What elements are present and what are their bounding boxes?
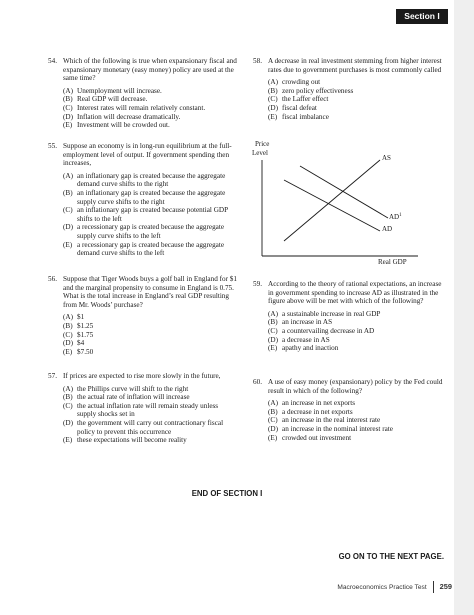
ad1-curve [300,166,388,218]
question-number: 54. [48,57,57,65]
ad-as-figure [248,138,444,266]
answer-choices [253,310,443,353]
question-stem [253,378,443,395]
y-axis-label: Price [255,140,270,148]
page-footer [337,581,452,593]
answer-choices [253,78,443,121]
x-axis-label: Real GDP [378,258,407,266]
question-54 [48,57,238,130]
question-55 [48,142,238,258]
answer-choice[interactable]: (D) $4 [63,339,85,348]
answer-choice[interactable]: (D) fiscal defeat [268,103,317,112]
ad-curve [284,180,380,231]
answer-choices [48,172,238,258]
answer-choice[interactable]: (B) zero policy effectiveness [268,86,354,95]
answer-choice[interactable]: (D) Inflation will decrease dramatically. [63,112,181,121]
question-number: 57. [48,372,57,380]
question-text: A decrease in real investment stemming from higher interest rates due to government purchases is most commonly called [268,57,442,74]
answer-choice[interactable]: (D) a decrease in AS [268,335,330,344]
as-label: AS [382,154,391,162]
answer-choice[interactable]: (A) the Phillips curve will shift to the right [63,384,189,393]
answer-choice[interactable]: (D) a recessionary gap is created because the aggregate supply curve shifts to the left [63,223,225,240]
answer-choice[interactable]: (E) $7.50 [63,347,94,356]
answer-choice[interactable]: (B) an increase in AS [268,318,333,327]
question-stem [253,57,443,74]
footer-divider [433,581,434,593]
section-label: Section I [396,9,448,24]
answer-choice[interactable]: (A) crowding out [268,78,321,87]
question-60 [253,378,443,442]
answer-choice[interactable]: (C) the actual inflation rate will remain steady unless supply shocks set in [63,401,219,419]
question-stem [48,57,238,83]
answer-choice[interactable]: (A) $1 [63,313,85,322]
question-text: Suppose that Tiger Woods buys a golf ball in England for $1 and the marginal propensity to consume in England is 0.75. What is the total increase in England’s real GDP resulting from Mr. Woods’ purchase? [63,275,237,309]
answer-choices [253,399,443,442]
question-text: If prices are expected to rise more slowly in the future, [63,372,221,380]
answer-choice[interactable]: (B) Real GDP will decrease. [63,95,148,104]
next-page-notice: GO ON TO THE NEXT PAGE. [338,552,444,561]
answer-choice[interactable]: (E) crowded out investment [268,433,352,442]
answer-choice[interactable]: (C) the Laffer effect [268,95,329,104]
question-58 [253,57,443,121]
answer-choice[interactable]: (C) a countervailing decrease in AD [268,326,375,335]
answer-choice[interactable]: (E) a recessionary gap is created because the aggregate demand curve shifts to the left [63,240,225,258]
question-59 [253,280,443,353]
book-title: Macroeconomics Practice Test [337,583,427,591]
question-stem [48,275,238,309]
answer-choice[interactable]: (E) apathy and inaction [268,344,339,353]
answer-choice[interactable]: (C) $1.75 [63,330,94,339]
ad-label: AD [382,225,393,233]
answer-choice[interactable]: (E) these expectations will become reality [63,436,187,445]
answer-choice[interactable]: (D) the government will carry out contractionary fiscal policy to prevent this occurrence [63,418,224,436]
question-stem [253,280,443,306]
question-text: A use of easy money (expansionary) policy by the Fed could result in which of the following? [268,378,443,395]
answer-choice[interactable]: (B) $1.25 [63,321,94,330]
page-number: 259 [439,581,452,591]
answer-choice[interactable]: (A) an increase in net exports [268,399,356,408]
ad1-label: $AD^1$ [389,213,402,221]
answer-choice[interactable]: (A) a sustainable increase in real GDP [268,309,381,318]
question-56 [48,275,238,356]
answer-choice[interactable]: (A) an inflationary gap is created because the aggregate demand curve shifts to the right [63,171,226,189]
answer-choices [48,87,238,130]
question-number: 58. [253,57,262,65]
question-57 [48,372,238,445]
end-of-section: END OF SECTION I [191,489,263,498]
answer-choice[interactable]: (E) fiscal imbalance [268,112,329,121]
answer-choices [48,313,238,356]
answer-choice[interactable]: (E) Investment will be crowded out. [63,121,170,130]
page-edge-bar [454,0,474,615]
answer-choice[interactable]: (C) an increase in the real interest rate [268,416,381,425]
question-number: 56. [48,275,57,283]
y-axis-label: Level [252,149,268,157]
question-number: 59. [253,280,262,288]
question-stem [48,372,238,381]
as-curve [284,160,380,241]
question-number: 55. [48,142,57,150]
answer-choice[interactable]: (C) Interest rates will remain relatively constant. [63,103,206,112]
answer-choice[interactable]: (B) an inflationary gap is created because the aggregate supply curve shifts to the right [63,188,226,206]
answer-choice[interactable]: (B) the actual rate of inflation will increase [63,393,190,402]
question-text: According to the theory of rational expectations, an increase in government spending to increase AD as illustrated in the figure above will be met with which of the following? [268,280,442,306]
question-text: Which of the following is true when expansionary fiscal and expansionary monetary (easy money) policy are used at the same time? [63,57,237,83]
answer-choice[interactable]: (B) a decrease in net exports [268,407,353,416]
question-stem [48,142,238,168]
answer-choice[interactable]: (C) an inflationary gap is created because potential GDP shifts to the left [63,206,228,223]
answer-choices [48,385,238,445]
question-number: 60. [253,378,262,386]
question-text: Suppose an economy is in long-run equilibrium at the full-employment level of output. If government spending then increases, [63,142,232,168]
answer-choice[interactable]: (D) an increase in the nominal interest rate [268,424,393,433]
answer-choice[interactable]: (A) Unemployment will increase. [63,86,162,95]
